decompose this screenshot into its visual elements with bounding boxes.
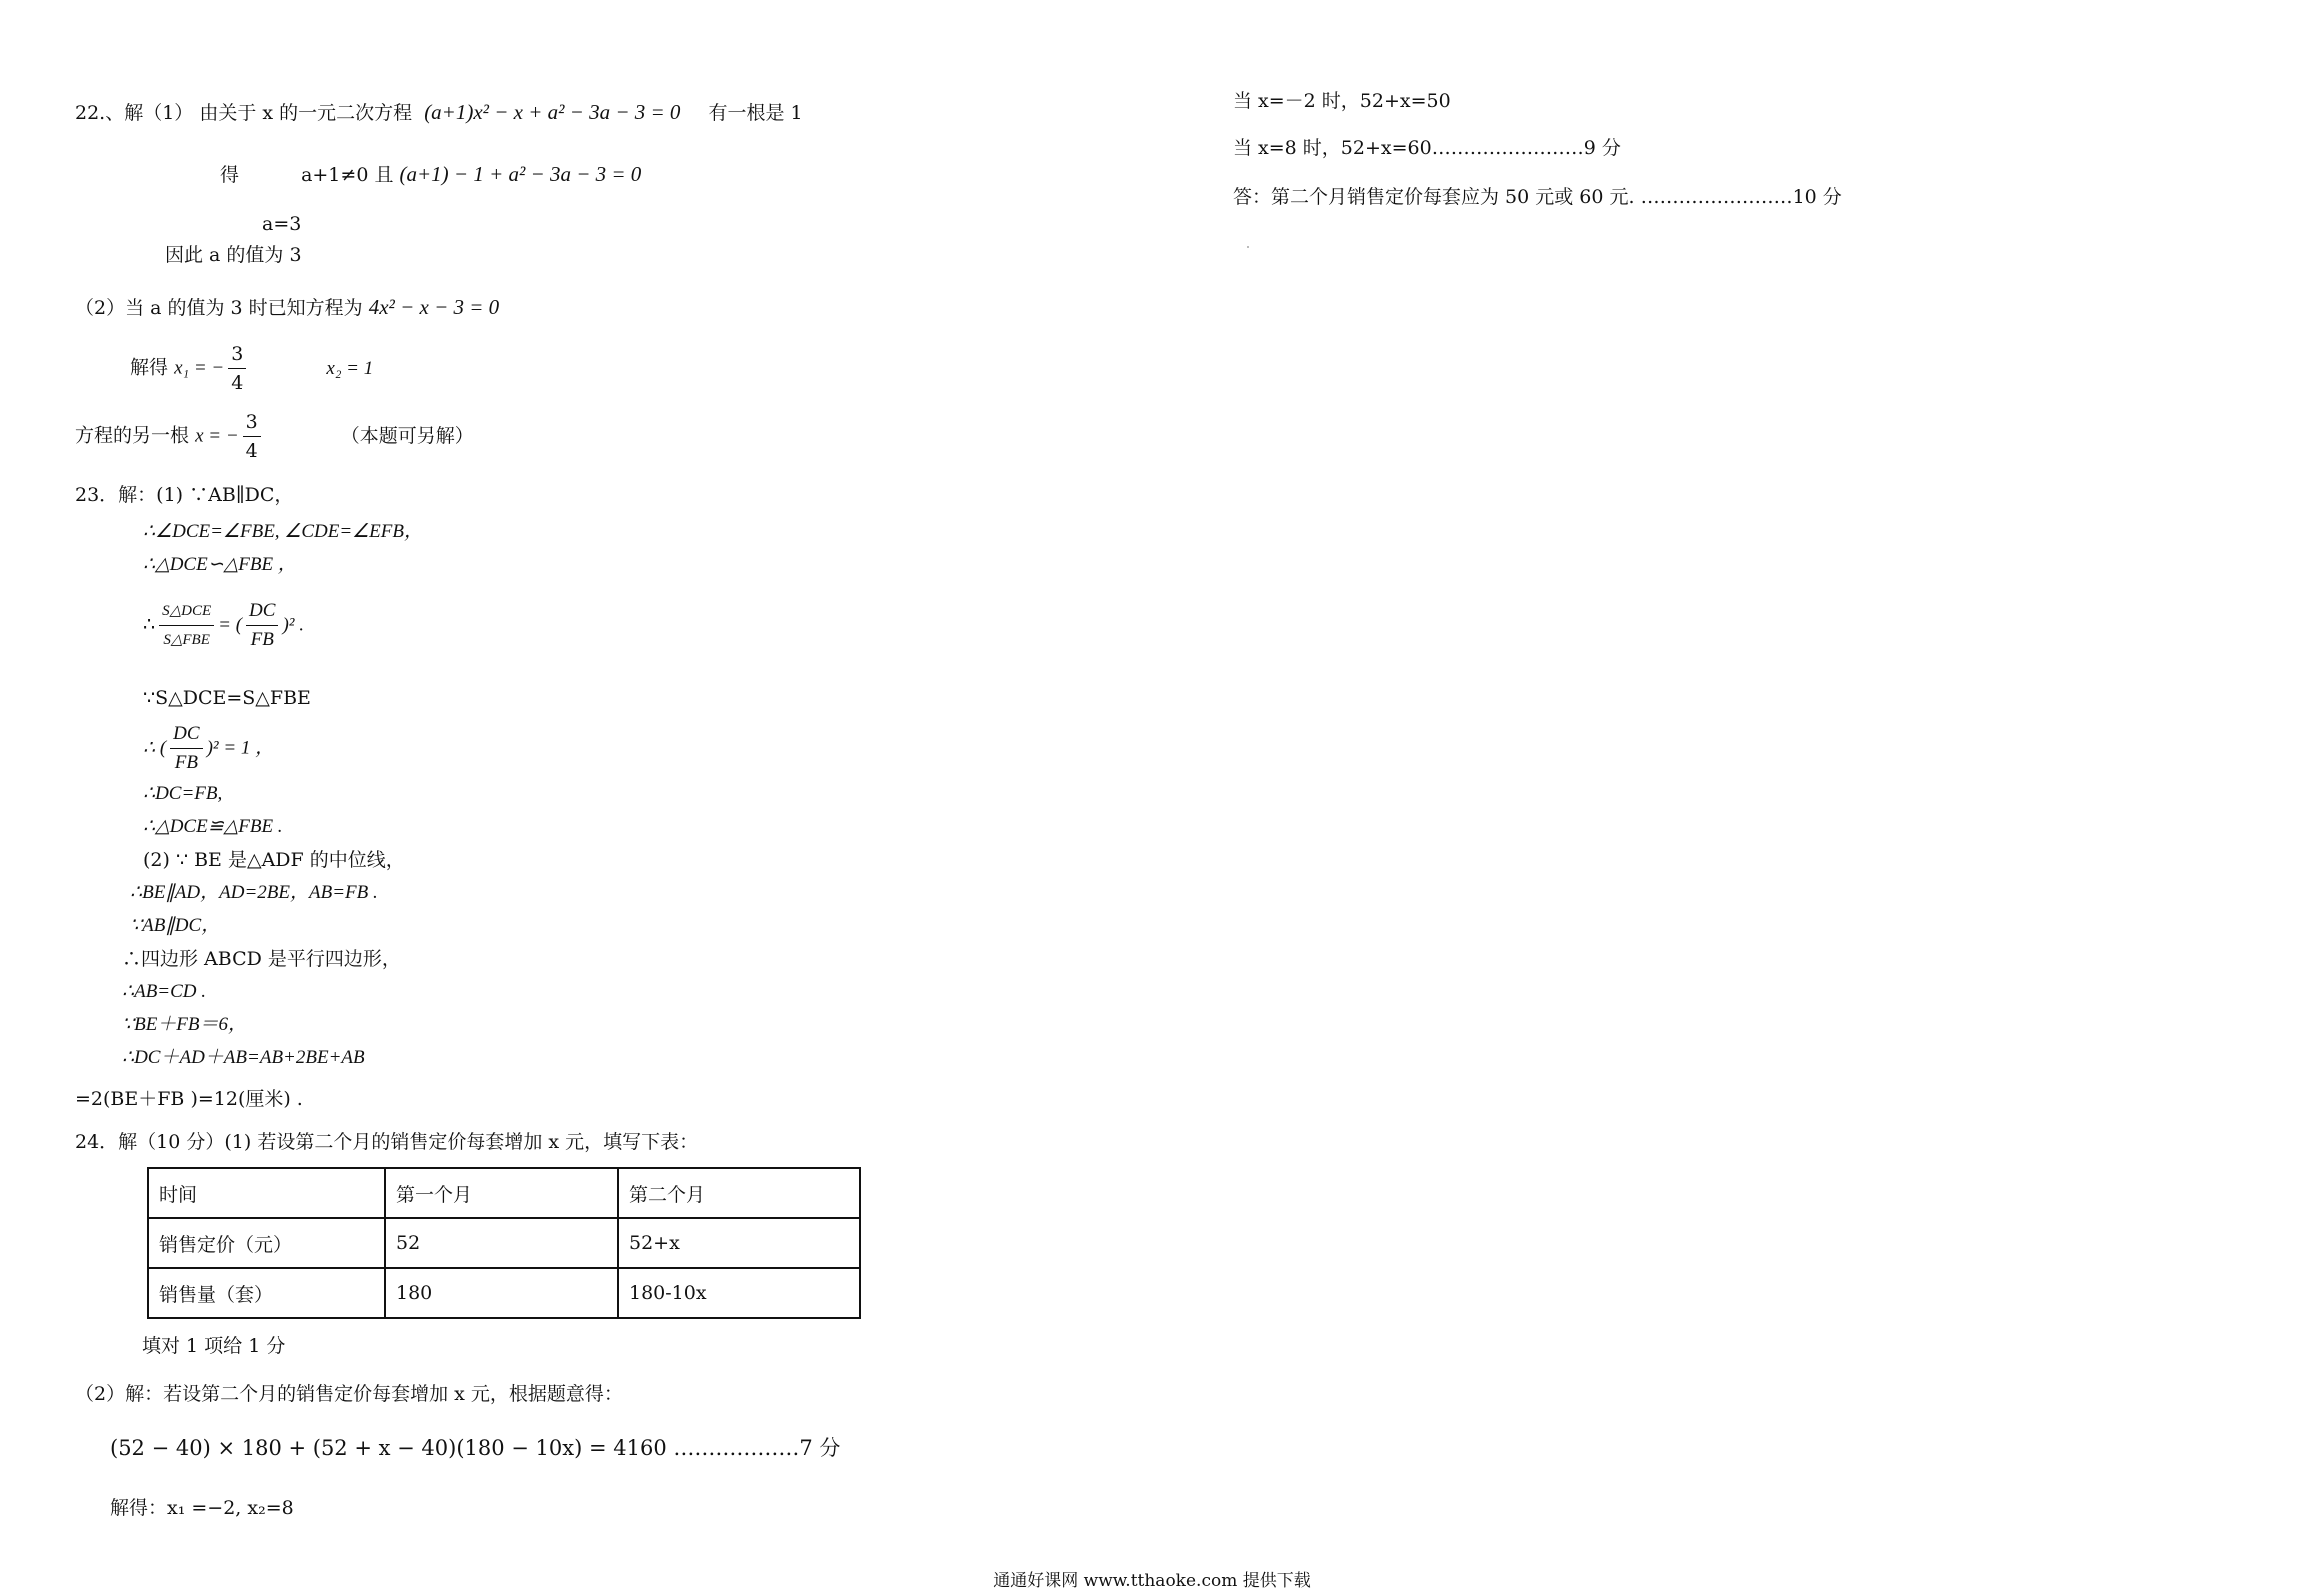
q23-l4-mid: = (: [218, 614, 243, 636]
q23-line-15: ∴DC＋AD＋AB=AB+2BE+AB: [122, 1047, 365, 1068]
q22-l2-equation: (a+1) − 1 + a² − 3a − 3 = 0: [399, 162, 642, 186]
q22-line-5: [75, 295, 499, 320]
table-cell: 180-10x: [618, 1268, 860, 1318]
table-row: [148, 1268, 860, 1318]
q24-line-4: 解得：x₁ =−2, x₂=8: [110, 1497, 294, 1519]
q23-l6-fraction: [170, 720, 202, 777]
table-row: [148, 1218, 860, 1268]
q22-l7-x: x = −: [195, 425, 239, 447]
q22-l7-note: （本题可另解）: [340, 424, 474, 447]
q22-l7-text: 方程的另一根: [75, 424, 190, 447]
q23-l6-den: FB: [174, 752, 198, 773]
table-cell: 180: [385, 1268, 618, 1318]
q23-line-13: ∴AB=CD .: [122, 981, 207, 1002]
q22-fraction-1: [228, 340, 246, 397]
q23-area-fraction: [159, 597, 214, 654]
q22-l6-text: 解得: [130, 356, 169, 379]
table-cell: 销售定价（元）: [148, 1218, 385, 1268]
q22-line-7: [75, 408, 474, 465]
q23-line-6: [143, 720, 274, 777]
q22-x1: x₁ = −: [174, 357, 225, 379]
q23-line-5: ∵S△DCE=S△FBE: [143, 687, 311, 709]
q22-l1-text: 22.、解（1） 由关于 x 的一元二次方程: [75, 102, 413, 124]
q23-l4-post: )² .: [282, 614, 304, 636]
q23-line-11: ∵AB∥DC，: [130, 915, 221, 936]
q22-l1-suffix: 有一根是 1: [708, 102, 803, 124]
q23-l6-pre: ∴ (: [143, 737, 167, 759]
q23-line-9: (2) ∵ BE 是△ADF 的中位线，: [143, 849, 405, 871]
q23-line-14: ∵BE＋FB＝6，: [122, 1014, 248, 1035]
q23-l6-post: )² = 1 ，: [206, 737, 275, 759]
q23-line-10: ∴BE∥AD，AD=2BE，AB=FB .: [130, 882, 378, 903]
q23-line-7: ∴DC=FB,: [143, 783, 223, 804]
table-cell: 时间: [148, 1168, 385, 1218]
page-footer: 通通好课网 www.tthaoke.com 提供下载: [993, 1571, 1311, 1591]
q22-frac1-num: 3: [228, 340, 246, 369]
q22-fraction-2: [243, 408, 261, 465]
q22-line-4: 因此 a 的值为 3: [165, 244, 302, 266]
q23-line-1: 23．解：(1) ∵AB∥DC，: [75, 484, 294, 506]
sales-table: [147, 1167, 861, 1319]
q22-l5-equation: 4x² − x − 3 = 0: [368, 295, 500, 319]
q24-line-3: (52 − 40) × 180 + (52 + x − 40)(180 − 10x) = 4160 ………………7 分: [110, 1436, 841, 1460]
right-line-1: 当 x=－2 时，52+x=50: [1233, 90, 1451, 112]
q24-note: 填对 1 项给 1 分: [142, 1335, 286, 1357]
table-row: [148, 1168, 860, 1218]
q23-area-den: S△FBE: [163, 632, 210, 648]
q22-l5-text: （2）当 a 的值为 3 时已知方程为: [75, 297, 363, 319]
q22-l2-de: 得: [220, 164, 240, 186]
table-cell: 销售量（套）: [148, 1268, 385, 1318]
q23-l4-pre: ∴: [143, 613, 156, 636]
q24-line-2: （2）解：若设第二个月的销售定价每套增加 x 元，根据题意得：: [75, 1383, 623, 1405]
q23-ratio-den: FB: [250, 629, 274, 650]
q23-ratio-fraction: [246, 597, 278, 654]
q22-line-6: [130, 340, 373, 397]
q23-line-16: =2(BE＋FB )=12(厘米) .: [75, 1088, 303, 1110]
q22-frac2-den: 4: [245, 440, 258, 462]
q22-l1-equation: (a+1)x² − x + a² − 3a − 3 = 0: [424, 100, 681, 124]
q23-l6-num: DC: [170, 720, 202, 749]
q22-x2: x₂ = 1: [326, 357, 374, 379]
q22-line-3: a=3: [262, 213, 302, 235]
q22-line-2: [220, 162, 641, 187]
q23-line-8: ∴△DCE≌△FBE .: [143, 816, 283, 837]
table-cell: 第一个月: [385, 1168, 618, 1218]
q23-area-num: S△DCE: [159, 597, 214, 626]
stray-dot: [1247, 246, 1249, 248]
table-cell: 52: [385, 1218, 618, 1268]
q23-line-2: ∴∠DCE=∠FBE, ∠CDE=∠EFB，: [143, 521, 423, 542]
q23-line-4: [143, 597, 304, 654]
q22-l2-cond: a+1≠0 且: [301, 164, 394, 186]
q23-ratio-num: DC: [246, 597, 278, 626]
q24-line-1: 24．解（10 分）(1) 若设第二个月的销售定价每套增加 x 元，填写下表：: [75, 1131, 699, 1153]
q22-frac2-num: 3: [243, 408, 261, 437]
q22-frac1-den: 4: [231, 372, 244, 394]
q23-line-12: ∴四边形 ABCD 是平行四边形，: [122, 948, 401, 970]
right-line-2: 当 x=8 时，52+x=60……………………9 分: [1233, 137, 1621, 159]
q22-line-1: [75, 100, 803, 125]
right-line-3: 答：第二个月销售定价每套应为 50 元或 60 元. ……………………10 分: [1233, 186, 1842, 208]
table-cell: 52+x: [618, 1218, 860, 1268]
table-cell: 第二个月: [618, 1168, 860, 1218]
q23-line-3: ∴△DCE∽△FBE ，: [143, 554, 297, 575]
